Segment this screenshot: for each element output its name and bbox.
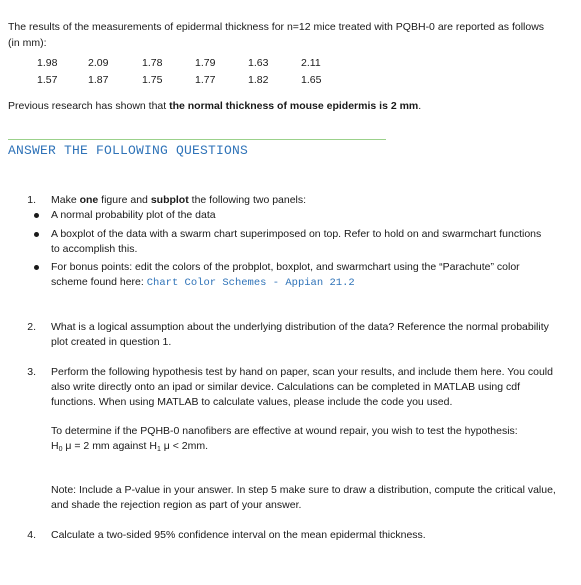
question-2-line-2: plot created in question 1. (51, 336, 172, 348)
bullet-icon (34, 213, 39, 218)
measurement-cell: 2.11 (301, 57, 321, 69)
question-4-number: 4. (27, 529, 36, 541)
measurement-cell: 1.57 (37, 74, 58, 86)
hypothesis-statement: $H_0$ μ = 2 mm against $H_1$ μ < 2mm. (51, 440, 209, 453)
section-heading: ANSWER THE FOLLOWING QUESTIONS (8, 143, 249, 158)
q1-bullet-2-line-1: A boxplot of the data with a swarm chart superimposed on top. Refer to hold on and swarmchart functions (51, 228, 542, 240)
chart-color-schemes-link[interactable]: Chart Color Schemes - Appian 21.2 (146, 277, 355, 289)
question-4-text: Calculate a two-sided 95% confidence interval on the mean epidermal thickness. (51, 529, 426, 541)
hypothesis-intro: To determine if the PQHB-0 nanofibers are effective at wound repair, you wish to test the hypothesis: (51, 425, 518, 437)
question-2-number: 2. (27, 321, 36, 333)
section-divider (8, 139, 386, 140)
measurement-row-1 (0, 57, 400, 71)
measurement-cell: 1.63 (248, 57, 269, 69)
q1-bullet-3-line-2: scheme found here: Chart Color Schemes - Appian 21.2 (51, 276, 355, 289)
q1-bullet-1: A normal probability plot of the data (51, 209, 216, 221)
measurement-cell: 1.87 (88, 74, 109, 86)
measurement-cell: 1.79 (195, 57, 216, 69)
intro-line-2: (in mm): (8, 37, 47, 49)
measurement-cell: 1.75 (142, 74, 163, 86)
measurement-cell: 1.65 (301, 74, 322, 86)
q1-bullet-2-line-2: to accomplish this. (51, 243, 138, 255)
measurement-cell: 1.78 (142, 57, 163, 69)
question-3-line-2: also write directly onto an ipad or similar device. Calculations can be completed in MATLAB using cdf (51, 381, 521, 393)
bullet-icon (34, 232, 39, 237)
measurement-cell: 1.82 (248, 74, 269, 86)
note-line-1: Note: Include a P-value in your answer. In step 5 make sure to draw a distribution, compute the critical value, (51, 484, 556, 496)
bullet-icon (34, 265, 39, 270)
measurement-row-2 (0, 74, 400, 88)
measurement-cell: 1.98 (37, 57, 58, 69)
question-2-line-1: What is a logical assumption about the underlying distribution of the data? Reference the normal probability (51, 321, 549, 333)
question-3-line-1: Perform the following hypothesis test by hand on paper, scan your results, and include them here. You could (51, 366, 553, 378)
measurement-cell: 2.09 (88, 57, 109, 69)
question-1-text: Make one figure and subplot the following two panels: (51, 194, 307, 206)
note-line-2: and shade the rejection region as part of your answer. (51, 499, 302, 511)
q1-bullet-3-line-1: For bonus points: edit the colors of the probplot, boxplot, and swarmchart using the “Parachute” color (51, 261, 520, 273)
question-1-number: 1. (27, 194, 36, 206)
normal-thickness-statement: the normal thickness of mouse epidermis is 2 mm (169, 100, 419, 112)
measurement-cell: 1.77 (195, 74, 216, 86)
intro-line-1: The results of the measurements of epidermal thickness for n=12 mice treated with PQBH-0 are reported as follows (8, 21, 545, 33)
previous-research-text: Previous research has shown that the normal thickness of mouse epidermis is 2 mm. (8, 100, 422, 112)
question-3-number: 3. (27, 366, 36, 378)
question-3-line-3: functions. When using MATLAB to calculate values, please include the code you used. (51, 396, 453, 408)
